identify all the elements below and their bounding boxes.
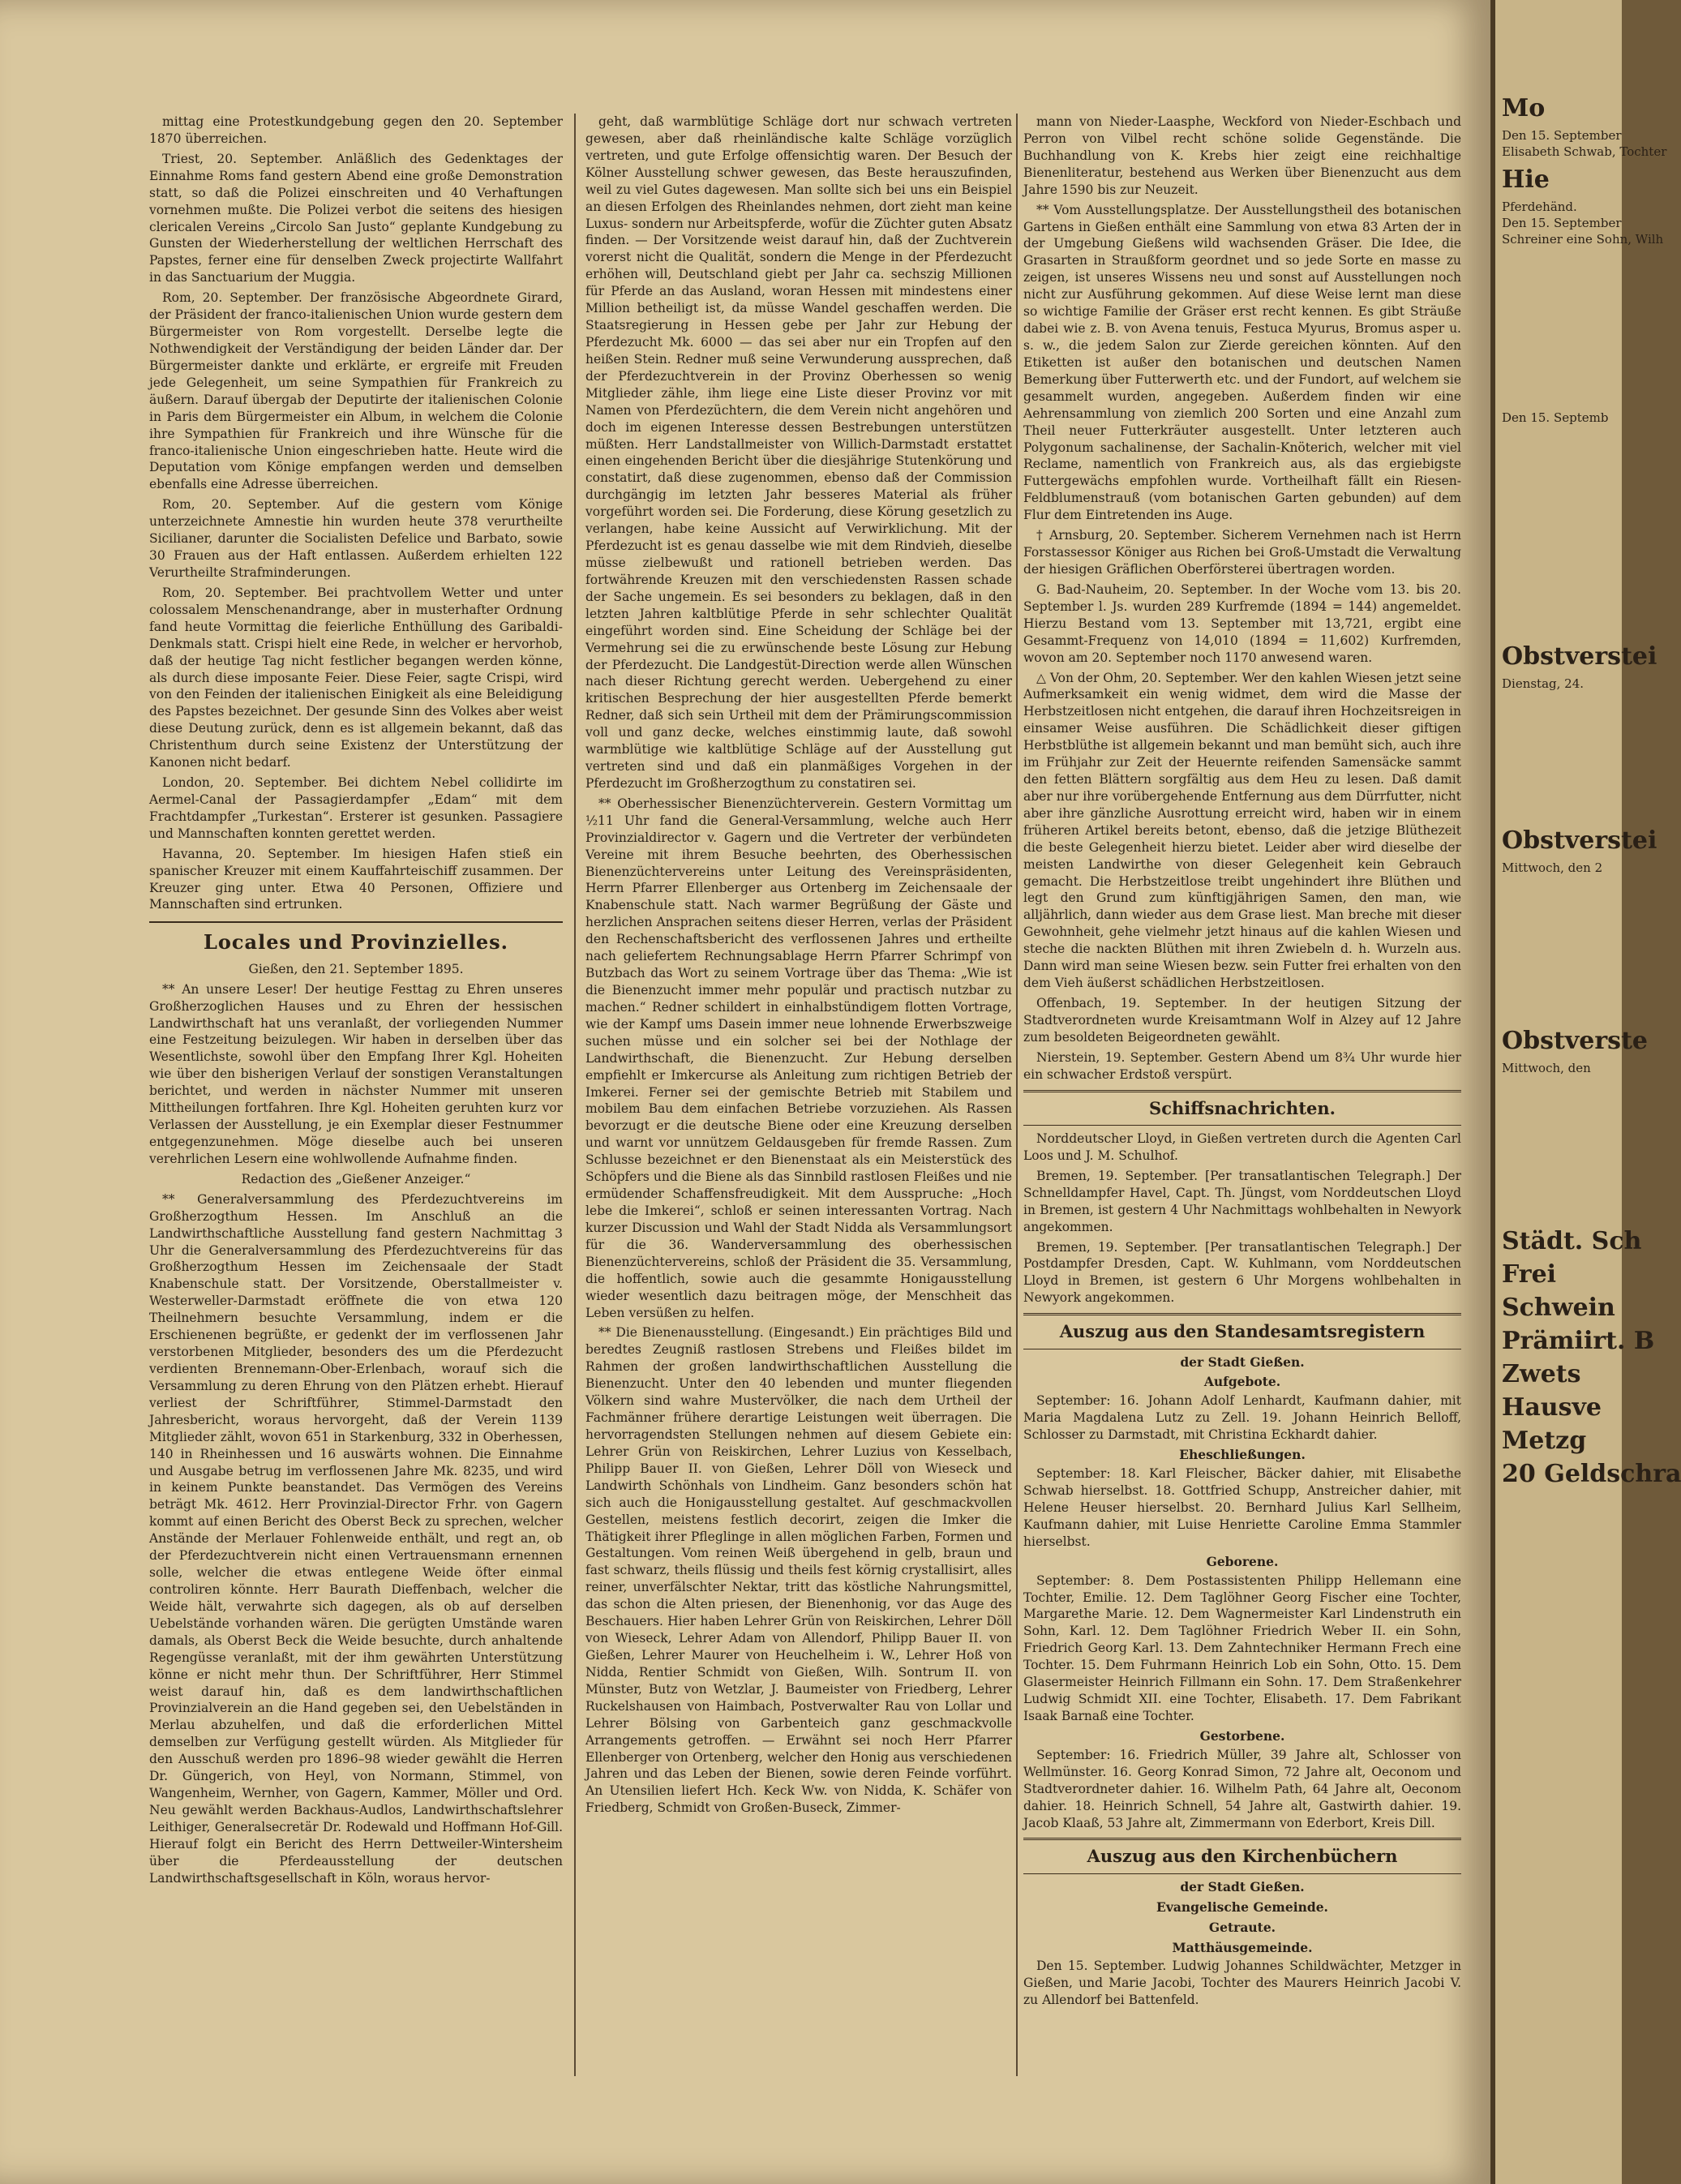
adjacent-page-edge	[1490, 0, 1681, 2184]
article-pferdezuchtverein: ** Generalversammlung des Pferdezuchtvereins im Großherzogthum Hessen. Im Anschluß an die Landwirthschaftliche Ausstellung fand gestern Nachmittag 3 Uhr die Generalversammlung des Pferdezuchtvereins für das Großherzogthum Hessen im Zeichensaale der Stadt Knabenschule statt. Der Vorsitzende, Oberstallmeister v. Westerweller-Darmstadt eröffnete die von etwa 120 Theilnehmern besuchte Versammlung, indem er die Erschienenen begrüßte, er gedenkt der im verflossenen Jahr verstorbenen Mitglieder, besonders des um die Pferdezucht verdienten Brennemann-Ober-Erlenbach, worauf sich die Versammlung zu deren Ehrung von den Plätzen erhebt. Hierauf verliest der Schriftführer, Stimmel-Darmstadt den Jahresbericht, woraus hervorgeht, daß der Verein 1139 Mitglieder zählt, wovon 651 in Starkenburg, 332 in Oberhessen, 140 in Rheinhessen und 16 auswärts wohnen. Die Einnahme und Ausgabe betrug im verflossenen Jahre Mk. 8235, und wird in keinem Punkte beanstandet. Das Vermögen des Vereins beträgt Mk. 4612. Herr Provinzial-Director Frhr. von Gagern kommt auf einen Bericht des Oberst Beck zu sprechen, welcher Anstände der Merlauer Fohlenweide enthält, und regt an, ob der Pferdezuchtverein nicht einen Vertrauensmann ernennen solle, welcher die etwas entlegene Weide öfter einmal controliren könnte. Herr Baurath Dieffenbach, welcher die Weide hält, verwahrte sich dagegen, als ob auf derselben Uebelstände vorhanden wären. Die gerügten Umstände waren damals, als Oberst Beck die Weide besuchte, durch anhaltende Regengüsse veranlaßt, mit der ihm gewährten Unterstützung könne er nicht mehr thun. Der Schriftführer, Herr Stimmel weist darauf hin, daß es dem landwirthschaftlichen Provinzialverein an die Hand gegeben sei, den Uebelständen in Merlau abzuhelfen, und daß die erforderlichen Mittel demselben zur Verfügung gestellt würden. Als Mitglieder für den Ausschuß werden pro 1896–98 wieder gewählt die Herren Dr. Güngerich, von Heyl, von Normann, Stimmel, von Wangenheim, Wernher, von Gagern, Kammer, Möller und Ord. Neu gewählt werden Backhaus-Audlos, Landwirthschaftslehrer Leithiger, Generalsecretär Dr. Rodewald und Hoffmann Hof-Gill. Hierauf folgt ein Bericht des Herrn Dettweiler-Wintersheim über die Pferdeausstellung der deutschen Landwirthschaftsgesellschaft in Köln, woraus hervor-	[149, 1191, 563, 1886]
column-3	[1023, 114, 1461, 2092]
rp-line-13: Mittwoch, den	[1502, 1061, 1591, 1075]
rp-line-18: Zwets	[1502, 1360, 1581, 1389]
article-an-unsere-leser: ** An unsere Leser! Der heutige Festtag zu Ehren unseres Großherzoglichen Hauses und zu Ehren der hessischen Landwirthschaft hat uns veranlaßt, der vorliegenden Nummer eine Festzeitung beizulegen. Wir haben in derselben über das Wesentlichste, sowohl über den Empfang Ihrer Kgl. Hoheiten wie über den bisherigen Verlauf der sonstigen Veranstaltungen berichtet, und werden in nächster Nummer mit unseren Mittheilungen fortfahren. Ihre Kgl. Hoheiten geruhten kurz vor Verlassen der Ausstellung, je ein Exemplar dieser Festnummer entgegenzunehmen. Möge dieselbe auch bei unseren verehrlichen Lesern eine wohlwollende Aufnahme finden.	[149, 981, 563, 1166]
rp-line-17: Prämiirt. B	[1502, 1327, 1655, 1356]
article-rom-amnestie: Rom, 20. September. Auf die gestern vom Könige unterzeichnete Amnestie hin wurden heute 378 verurtheilte Sicilianer, darunter die Socialisten Defelice und Barbato, sowie 30 Frauen aus der Haft entlassen. Außerdem erhielten 122 Verurtheilte Strafminderungen.	[149, 497, 563, 580]
ehe-text: September: 18. Karl Fleischer, Bäcker dahier, mit Elisabethe Schwab hierselbst. 18. Gottfried Schupp, Anstreicher dahier, mit Helene Heuser hierselbst. 20. Bernhard Julius Karl Sellheim, Kaufmann dahier, mit Luise Henriette Caroline Emma Stammler hierselbst.	[1023, 1466, 1461, 1549]
rp-line-15: Frei	[1502, 1260, 1557, 1289]
article-nierstein: Nierstein, 19. September. Gestern Abend um 8¾ Uhr wurde hier ein schwacher Erdstoß verspürt.	[1023, 1049, 1461, 1082]
rp-line-11: Mittwoch, den 2	[1502, 860, 1603, 875]
article-rom-garibaldi: Rom, 20. September. Bei prachtvollem Wetter und unter colossalem Menschenandrange, aber in musterhafter Ordnung fand heute Vormittag die feierliche Enthüllung des Garibaldi-Denkmals statt. Crispi hielt eine Rede, in welcher er hervorhob, daß der heutige Tag nicht festlicher begangen werden könne, als durch diese imposante Feier. Diese Feier, sagte Crispi, wird von den Feinden der italienischen Einigkeit als eine Beleidigung des Papstes bezeichnet. Der gesunde Sinn des Volkes aber weist diese Deutung zurück, denn es ist allgemein bekannt, daß das Christenthum durch seine Existenz der Unterstützung der Kanonen nicht bedarf.	[149, 585, 563, 770]
rp-line-16: Schwein	[1502, 1294, 1615, 1323]
rp-line-21: 20 Geldschra	[1502, 1460, 1681, 1489]
column-rule-2	[1016, 114, 1018, 2076]
rp-line-5: Den 15. September	[1502, 215, 1622, 230]
civil-register-sub: der Stadt Gießen.	[1180, 1354, 1305, 1370]
gestorbene-text: September: 16. Friedrich Müller, 39 Jahre alt, Schlosser von Wellmünster. 16. Georg Konrad Simon, 72 Jahre alt, Oeconom und Stadtverordneter dahier. 16. Wilhelm Path, 64 Jahre alt, Oeconom dahier. 18. Heinrich Schnell, 54 Jahre alt, Gastwirth dahier. 19. Jacob Klaaß, 53 Jahre alt, Zimmermann von Ederbort, Kreis Dill.	[1023, 1747, 1461, 1830]
rp-line-9: Dienstag, 24.	[1502, 676, 1585, 691]
redaction-signature: Redaction des „Gießener Anzeiger.“	[241, 1171, 471, 1186]
rp-line-12: Obstverste	[1502, 1027, 1649, 1055]
article-rom-girard: Rom, 20. September. Der französische Abgeordnete Girard, der Präsident der franco-italienischen Union wurde gestern dem Bürgermeister von Rom vorgestellt. Derselbe legte die Nothwendigkeit der Verständigung der beiden Länder dar. Der Bürgermeister dankte und erklärte, er ergreife mit Freuden jede Gelegenheit, um seine Sympathien für Frankreich zu äußern. Darauf übergab der Deputirte der italienischen Colonie in Paris dem Bürgermeister ein Album, in welchem die Colonie ihre Sympathien für Frankreich und ihre Wünsche für die franco-italienische Union eingeschrieben hatte. Heute wird die Deputation vom Könige empfangen werden und demselben ebenfalls eine Adresse überreichen.	[149, 290, 563, 492]
geborene-text: September: 8. Dem Postassistenten Philipp Hellemann eine Tochter, Emilie. 12. Dem Taglöhner Georg Fischer eine Tochter, Margarethe Marie. 12. Dem Wagnermeister Karl Lindenstruth ein Sohn, Karl. 12. Dem Taglöhner Friedrich Weber II. ein Sohn, Friedrich Georg Karl. 13. Dem Zahntechniker Hermann Frech eine Tochter. 15. Dem Fuhrmann Heinrich Lob ein Sohn, Otto. 15. Dem Glasermeister Heinrich Fillmann ein Sohn. 17. Dem Straßenkehrer Ludwig Schmidt XII. eine Tochter, Elisabeth. 17. Dem Fabrikant Isaak Barnaß eine Tochter.	[1023, 1573, 1461, 1723]
article-von-der-ohm: △ Von der Ohm, 20. September. Wer den kahlen Wiesen jetzt seine Aufmerksamkeit ein wenig widmet, dem wird die Masse der Herbstzeitlosen nicht entgehen, die darauf ihren Hochzeitsreigen in einsamer Weise ausführen. Die Schädlichkeit dieser giftigen Herbstblüthe ist allgemein bekannt und man bemüht sich, auch ihre im Frühjahr zur Zeit der Heuernte reifenden Samensäcke sammt den fetten Blättern sorgfältig aus dem Heu zu lesen. Daß damit aber nur ihre vorübergehende Entfernung aus dem Dürrfutter, nicht aber ihre gänzliche Ausrottung erreicht wird, haben wir in einem früheren Artikel bereits betont, ebenso, daß die jetzige Blüthezeit die beste Gelegenheit hierzu bietet. Leider aber wird dieselbe der meisten Landwirthe von dieser Gelegenheit kein Gebrauch gemacht. Die Herbstzeitlose treibt ungehindert ihre Blüthen und legt den Grund zum künftigjährigen Samen, den man, wie alljährlich, dann wieder aus dem Grase liest. Man breche mit dieser Gewohnheit, gehe vielmehr jetzt hinaus auf die kahlen Wiesen und steche die nackten Blüthen mit ihren Zwiebeln d. h. Wurzeln aus. Dann wird man seine Wiesen bezw. sein Futter frei erhalten von den dem Vieh äußerst schädlichen Herbstzeitlosen.	[1023, 670, 1462, 991]
civil-register-title: Auszug aus den Standesamtsregistern	[1023, 1313, 1461, 1349]
article-triest: Triest, 20. September. Anläßlich des Gedenktages der Einnahme Roms fand gestern Abend eine große Demonstration statt, so daß die Polizei einschreiten und 40 Verhaftungen vornehmen mußte. Die Polizei verbot die seitens des hiesigen clericalen Vereins „Circolo San Justo“ geplante Kundgebung zu Gunsten der Wiederherstellung der weltlichen Herrschaft des Papstes, ferner eine für denselben Zweck projectirte Wallfahrt in das Sanctuarium der Muggia.	[149, 151, 563, 285]
article-bienenausstellung: ** Die Bienenausstellung. (Eingesandt.) Ein prächtiges Bild und beredtes Zeugniß rastlosen Strebens und Fleißes bildet im Rahmen der großen landwirthschaftlichen Ausstellung die Bienenzucht. Unter den 40 lebenden und munter fliegenden Völkern sind wahre Mustervölker, die nach dem Urtheil der Fachmänner frühere derartige Leistungen weit überragen. Die hervorragendsten Stellungen nehmen auf diesem Gebiete ein: Lehrer Grün von Reiskirchen, Lehrer Luzius von Kesselbach, Philipp Bauer II. von Gießen, Lehrer Döll von Wieseck und Landwirth Schönhals von Lindheim. Ganz besonders schön hat sich auch die Honigausstellung gestaltet. Auf geschmackvollen Gestellen, meistens festlich decorirt, zeigen die Imker die Thätigkeit ihrer Pfleglinge in allen möglichen Farben, Formen und Gestaltungen. Vom reinen Weiß übergehend in gelb, braun und fast schwarz, theils flüssig und theils fest körnig crystallisirt, alles reiner, unverfälschter Nektar, tritt das köstliche Nahrungsmittel, das schon die Alten priesen, der Bienenhonig, vor das Auge des Beschauers. Hier haben Lehrer Grün von Reiskirchen, Lehrer Döll von Wieseck, Lehrer Adam von Allendorf, Philipp Bauer II. von Gießen, Lehrer Maurer von Heuchelheim i. W., Lehrer Hoß von Nidda, Rentier Schmidt von Gießen, Wilh. Sontrum II. von Münster, Butz von Wetzlar, J. Baumeister von Friedberg, Lehrer Ruckelshausen von Haimbach, Postverwalter Rau von Lollar und Lehrer Bölsing von Garbenteich ganz geschmackvolle Arrangements getroffen. — Erwähnt sei noch Herr Pfarrer Ellenberger von Ortenberg, welcher den Honig aus verschiedenen Jahren und das Leben der Bienen, sowie deren Feinde vorführt. An Utensilien liefert Hch. Keck Ww. von Nidda, K. Schäfer von Friedberg, Schmidt von Großen-Buseck, Zimmer-	[585, 1325, 1012, 1816]
rp-line-0: Mo	[1502, 94, 1546, 122]
rp-line-3: Hie	[1502, 165, 1550, 194]
aufgebote-heading: Aufgebote.	[1203, 1374, 1281, 1390]
article-offenbach: Offenbach, 19. September. In der heutigen Sitzung der Stadtverordneten wurde Kreisamtmann Wolf in Alzey auf 12 Jahre zum besoldeten Beigeordneten gewählt.	[1023, 996, 1461, 1045]
column-1	[149, 114, 563, 2068]
matthaeus-heading: Matthäusgemeinde.	[1172, 1939, 1313, 1955]
dateline: Gießen, den 21. September 1895.	[248, 961, 464, 976]
article-bienenzuechterverein: ** Oberhessischer Bienenzüchterverein. Gestern Vormittag um ½11 Uhr fand die General-Versammlung, welche auch Herr Provinzialdirector v. Gagern und die Vertreter der verbündeten Vereine mit ihrem Besuche beehrten, des Oberhessischen Bienenzüchtervereins unter Leitung des Vereinspräsidenten, Herrn Pfarrer Ellenberger aus Ortenberg im Zeichensaale der Knabenschule statt. Nach warmer Begrüßung der Gäste und herzlichen Ansprachen seitens dieser Herren, verlas der Präsident den Rechenschaftsbericht des verflossenen Jahres und ertheilte nach geliefertem Rechnungsablage Herrn Pfarrer Schrimpf von Butzbach das Wort zu seinem Vortrage über das Thema: „Wie ist die Bienenzucht immer mehr populär und practisch nutzbar zu machen.“ Redner schildert in einhalbstündigem flotten Vortrage, wie der Kampf ums Dasein immer neue lohnende Erwerbszweige suchen müsse und ein solcher sei bei der Nothlage der Landwirthschaft, die Bienenzucht. Zur Hebung derselben empfiehlt er Imkercurse als Anleitung zum richtigen Betrieb der Imkerei. Ferner sei der gemischte Betrieb mit Stabilem und mobilem Bau dem einfachen Betriebe vorzuziehen. Als Rassen bevorzugt er die deutsche Biene oder eine Kreuzung derselben und warnt vor unnützem Geldausgeben für fremde Rassen. Zum Schlusse bezeichnet er den Bienenstaat als ein Meisterstück des Schöpfers und die Biene als das Sinnbild rastlosen Fleißes und nie ermüdender Schaffensfreudigkeit. Mit dem Ausspruche: „Hoch lebe die Imkerei“, schloß er seinen interessanten Vortrag. Nach kurzer Discussion und Wahl der Stadt Nidda als Versammlungsort für die 36. Wanderversammlung des oberhessischen Bienenzüchtervereins, schloß der Präsident die 35. Versammlung, die hoffentlich, sowie auch die gesammte Honigausstellung wieder wesentlich dazu beitragen möge, der Menschheit das Leben versüßen zu helfen.	[585, 796, 1012, 1320]
evang-heading: Evangelische Gemeinde.	[1156, 1899, 1328, 1915]
column-2	[585, 114, 1012, 2076]
ehe-heading: Eheschließungen.	[1179, 1447, 1306, 1463]
getraute-heading: Getraute.	[1208, 1919, 1276, 1935]
article-bienen-cont: mann von Nieder-Laasphe, Weckford von Nieder-Eschbach und Perron von Vilbel recht schöne solide Gegenstände. Die Buchhandlung von K. Krebs hier zeigt eine reichhaltige Bienenliteratur, bestehend aus Werken über Bienenzucht aus dem Jahre 1590 bis zur Neuzeit.	[1023, 114, 1461, 197]
church-register-sub: der Stadt Gießen.	[1180, 1878, 1305, 1894]
rp-line-1: Den 15. September	[1502, 128, 1622, 143]
ship-news-intro: Norddeutscher Lloyd, in Gießen vertreten durch die Agenten Carl Loos und J. M. Schulhof.	[1023, 1131, 1461, 1163]
rp-line-14: Städt. Sch	[1502, 1227, 1642, 1256]
ship-news-title: Schiffsnachrichten.	[1023, 1090, 1461, 1126]
rp-line-7: Den 15. Septemb	[1502, 410, 1609, 426]
article-arnsburg: † Arnsburg, 20. September. Sicherem Vernehmen nach ist Herrn Forstassessor Königer aus Richen bei Groß-Umstadt die Verwaltung der hiesigen Gräflichen Oberförsterei übertragen worden.	[1023, 528, 1461, 577]
rp-line-10: Obstverstei	[1502, 826, 1657, 855]
article-london: London, 20. September. Bei dichtem Nebel collidirte im Aermel-Canal der Passagierdampfer „Edam“ mit dem Frachtdampfer „Turkestan“. Ersterer ist gesunken. Passagiere und Mannschaften konnten gerettet werden.	[149, 775, 563, 841]
article-bad-nauheim: G. Bad-Nauheim, 20. September. In der Woche vom 13. bis 20. September l. Js. wurden 289 Kurfremde (1894 = 144) angemeldet. Hierzu Bestand vom 13. September mit 13,721, ergibt eine Gesammt-Frequenz von 14,010 (1894 = 11,602) Kurfremden, wovon am 20. September noch 1170 anwesend waren.	[1023, 581, 1461, 665]
rp-line-2: Elisabeth Schwab, Tochter	[1502, 144, 1667, 160]
article-pferdezucht-cont: geht, daß warmblütige Schläge dort nur schwach vertreten gewesen, aber daß rheinländische kalte Schläge vorzüglich vertreten, und gute Erfolge offensichtig waren. Der Besuch der Kölner Ausstellung schwer gewesen, das Beste herauszufinden, weil zu viel Gutes dagewesen. Man sollte sich bei uns ein Beispiel an diesen Erfolgen des Rheinlandes nehmen, dort zieht man keine Luxus- sondern nur Arbeitspferde, wofür die Züchter guten Absatz finden. — Der Vorsitzende weist darauf hin, daß der Zuchtverein vorerst nicht die Qualität, sondern die Menge in der Pferdezucht erhöhen will, Deutschland giebt per Jahr ca. sechszig Millionen für Pferde an das Ausland, woran Hessen mit mindestens einer Million betheiligt ist, da müsse Wandel geschaffen werden. Die Staatsregierung in Hessen gebe per Jahr zur Hebung der Pferdezucht Mk. 6000 — das sei aber nur ein Tropfen auf den heißen Stein. Redner muß seine Verwunderung aussprechen, daß der Pferdezuchtverein in der Provinz Oberhessen so wenig Mitglieder zähle, ihm liege eine Liste dieser Provinz vor mit Namen von Pferdezüchtern, die dem Verein nicht angehören und doch im eigenen Interesse dessen Bestrebungen unterstützen müßten. Herr Landstallmeister von Willich-Darmstadt erstattet einen eingehenden Bericht über die diesjährige Stutenkörung und constatirt, daß diese zugenommen, ebenso daß der Commission durchgängig im letzten Jahr besseres Material als früher vorgeführt worden sei. Die Forderung, diese Körung gesetzlich zu verlangen, habe keine Aussicht auf Verwirklichung. Mit der Pferdezucht ist es genau dasselbe wie mit dem Rindvieh, dieselbe müsse zielbewußt und rationell betrieben werden. Das fortwährende Kreuzen mit den verschiedensten Rassen schade der Sache ungemein. Es sei besonders zu beklagen, daß in den letzten Jahren kaltblütige Pferde in sehr schlechter Qualität eingeführt worden sind. Eine Scheidung der Schläge bei der Vermehrung sei die zu erwünschende beste Lösung zur Hebung der Pferdezucht. Die Landgestüt-Direction werde allen Wünschen nach dieser Richtung gerecht werden. Uebergehend zu einer kritischen Besprechung der hier ausgestellten Pferde bemerkt Redner, daß sich sein Urtheil mit dem der Prämirungscommission voll und ganz decke, welches einstimmig laute, daß sowohl warmblütige wie kaltblütige Schläge auf der Ausstellung gut vertreten sind und daß ein planmäßiges Vorgehen in der Pferdezucht im Großherzogthum zu constatiren sei.	[585, 114, 1012, 791]
aufgebote-text: September: 16. Johann Adolf Lenhardt, Kaufmann dahier, mit Maria Magdalena Lutz zu Zell. 19. Johann Heinrich Belloff, Schlosser zu Darmstadt, mit Christina Eckhardt dahier.	[1023, 1393, 1461, 1443]
rp-line-8: Obstverstei	[1502, 641, 1657, 671]
column-rule-1	[574, 114, 576, 2076]
ship-news-dresden: Bremen, 19. September. [Per transatlantischen Telegraph.] Der Postdampfer Dresden, Capt. W. Kuhlmann, vom Norddeutschen Lloyd in Bremen, ist gestern 6 Uhr Morgens wohlbehalten in Newyork angekommen.	[1023, 1239, 1461, 1306]
ship-news-havel: Bremen, 19. September. [Per transatlantischen Telegraph.] Der Schnelldampfer Havel, Capt. Th. Jüngst, vom Norddeutschen Lloyd in Bremen, ist gestern 4 Uhr Nachmittags wohlbehalten in Newyork angekommen.	[1023, 1168, 1461, 1234]
section-title-locales: Locales und Provinzielles.	[149, 921, 563, 955]
article-protest-end: mittag eine Protestkundgebung gegen den 20. September 1870 überreichen.	[149, 114, 563, 146]
geborene-heading: Geborene.	[1206, 1553, 1279, 1569]
gestorbene-heading: Gestorbene.	[1199, 1727, 1285, 1744]
rp-line-19: Hausve	[1502, 1393, 1602, 1422]
church-register-title: Auszug aus den Kirchenbüchern	[1023, 1838, 1461, 1873]
church-text: Den 15. September. Ludwig Johannes Schildwächter, Metzger in Gießen, und Marie Jacobi, Tochter des Maurers Heinrich Jacobi V. zu Allendorf bei Battenfeld.	[1023, 1959, 1461, 2008]
rp-line-6: Schreiner eine Sohn, Wilh	[1502, 232, 1664, 247]
article-havanna: Havanna, 20. September. Im hiesigen Hafen stieß ein spanischer Kreuzer mit einem Kauffahrteischiff zusammen. Der Kreuzer ging unter. Etwa 40 Personen, Offiziere und Mannschaften sind ertrunken.	[149, 846, 563, 912]
rp-line-4: Pferdehänd.	[1502, 199, 1577, 214]
article-ausstellungsplatz: ** Vom Ausstellungsplatze. Der Ausstellungstheil des botanischen Gartens in Gießen enthält eine Sammlung von etwa 83 Arten der in der Umgebung Gießens wild wachsenden Gräser. Die Idee, die Grasarten in Straußform geordnet und so jede Sorte en masse zu zeigen, ist unseres Wissens neu und sonst auf Ausstellungen noch nicht zur Ausführung gekommen. Auf diese Weise lernt man diese so wichtige Familie der Gräser erst recht kennen. Es gibt Sträuße dabei wie z. B. von Avena tenuis, Festuca Myurus, Bromus asper u. s. w., die jedem Salon zur Zierde gereichen könnten. Auf den Etiketten ist außer den botanischen und deutschen Namen Bemerkung über Futterwerth etc. und der Fundort, auf welchem sie gesammelt wurden, angegeben. Außerdem finden wir eine Aehrensammlung von ziemlich 200 Sorten und eine Anzahl zum Theil neuer Futterkräuter ausgestellt. Unter letzteren auch Polygonum sachalinense, der Sachalin-Knöterich, welcher mit viel Reclame, namentlich von Frankreich aus, als das ergiebigste Futtergewächs empfohlen wurde. Vortheilhaft fällt ein Riesen-Feldblumenstrauß (vom botanischen Garten gebunden) auf dem Flur dem Eintretenden ins Auge.	[1023, 202, 1461, 523]
rp-line-20: Metzg	[1502, 1427, 1587, 1456]
